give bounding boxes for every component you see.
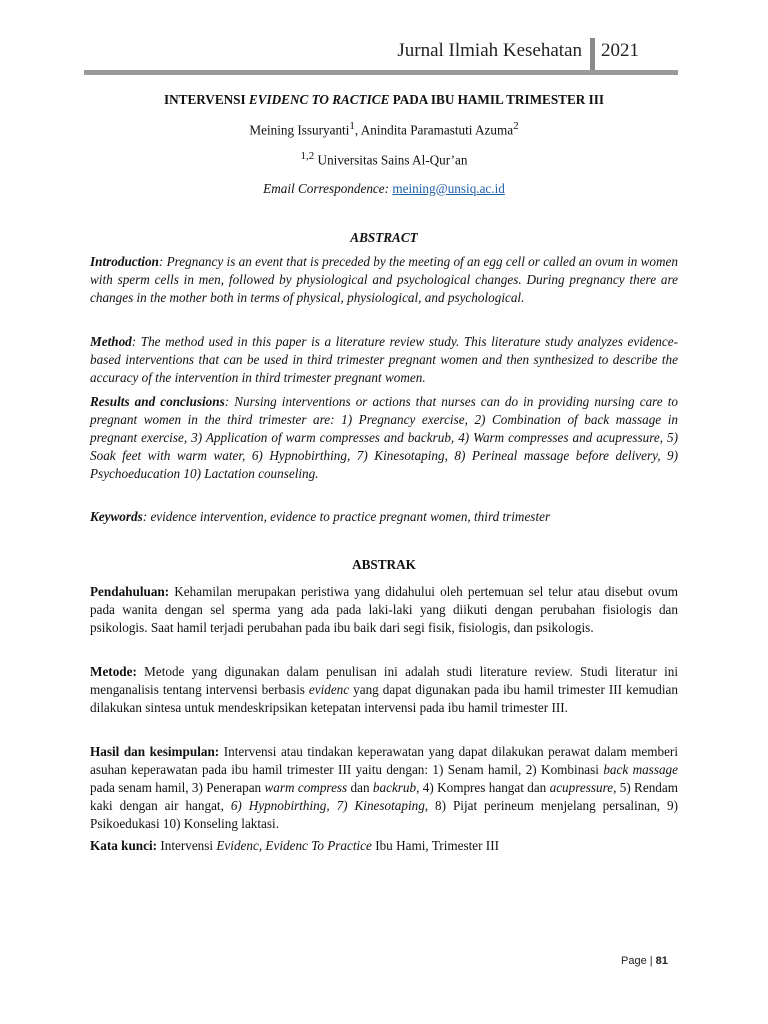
results-label: Results and conclusions	[90, 394, 225, 409]
header-rule	[84, 70, 678, 75]
paper-title	[90, 92, 678, 108]
abstract-heading: ABSTRACT	[350, 230, 418, 245]
title-part-3: PADA IBU HAMIL TRIMESTER III	[389, 92, 604, 107]
hasil-text-5: 5) Rendam kaki dengan air hangat,	[90, 780, 678, 814]
author-1: Meining Issuryanti	[249, 122, 350, 138]
met-text-2: yang dapat digunakan pada ibu hamil trimester III kemudian dilakukan sintesa untuk mendeskripsikan ketepatan intervensi pada ibu hamil trimester III.	[90, 682, 679, 716]
title-part-1: INTERVENSI	[164, 92, 249, 107]
kata-text-2: Ibu Hami, Trimester III	[371, 838, 499, 853]
abstract-results	[90, 393, 678, 483]
author-sep: ,	[354, 122, 361, 138]
author-2-sup: 2	[513, 120, 519, 132]
abstrak-heading: ABSTRAK	[352, 557, 416, 572]
pend-label: Pendahuluan:	[90, 584, 170, 599]
abstrak-hasil	[90, 743, 678, 833]
kata-text-1: Intervensi	[157, 838, 217, 853]
email-colon: :	[384, 181, 393, 196]
author-1-sup: 1	[349, 120, 355, 132]
intro-text: : Pregnancy is an event that is preceded by the meeting of an egg cell or called an ovum in women with sperm cells in men, followed by physiological and psychological changes. During pregnancy there are changes in the mother both in terms of physical, physiological, and psychological.	[90, 254, 678, 306]
page-number: 81	[655, 955, 668, 967]
kata-label: Kata kunci:	[90, 838, 158, 853]
hasil-italic-5: 6) Hypnobirthing, 7) Kinesotaping	[230, 798, 425, 814]
hasil-text-1: Intervensi atau tindakan keperawatan yang dapat dilakukan perawat dalam memberi asuhan keperawatan pada ibu hamil trimester III yaitu dengan: 1) Senam hamil, 2) Kombinasi	[90, 744, 678, 778]
met-italic: evidenc	[308, 682, 350, 698]
hasil-italic-1: back massage	[603, 762, 678, 778]
affiliation-sup: 1,2	[300, 150, 315, 162]
intro-label: Introduction	[90, 254, 159, 269]
page-footer	[621, 955, 668, 967]
hasil-text-3: dan	[347, 780, 373, 796]
abstrak-pendahuluan	[90, 583, 678, 637]
title-part-2: EVIDENC TO RACTICE	[248, 92, 390, 107]
method-text: : The method used in this paper is a literature review study. This literature study analyzes evidence-based interventions that can be used in third trimester pregnant women and then synthesized to describe the accuracy of the intervention in third trimester pregnant women.	[90, 334, 678, 386]
journal-year: 2021	[601, 40, 639, 61]
email-link[interactable]: meining@unsiq.ac.id	[392, 181, 505, 196]
email-label: Email Correspondence	[263, 181, 385, 196]
met-label: Metode:	[90, 664, 137, 679]
kata-italic: Evidenc, Evidenc To Practice	[216, 838, 372, 853]
page-label: Page |	[621, 955, 656, 967]
met-text-1: Metode yang digunakan dalam penulisan ini adalah studi literature review. Studi literatur ini menganalisis tentang intervensi berbasis	[90, 664, 678, 698]
keywords-label: Keywords	[90, 509, 143, 524]
hasil-italic-2: warm compress	[264, 780, 348, 796]
running-header	[0, 38, 768, 78]
abstrak-metode	[90, 663, 678, 717]
results-text: : Nursing interventions or actions that nurses can do in providing nursing care to pregnant women in the third trimester are: 1) Pregnancy exercise, 2) Combination of back massage in pregnant exercise, 3) Application of warm compresses and backrub, 4) Warm compresses and acupressure, 5) Soak feet with warm water, 6) Hypnobirthing, 7) Kinesotaping, 8) Perineal massage before delivery, 9) Psychoeducation 10) Lactation counseling.	[90, 394, 678, 482]
pend-text: Kehamilan merupakan peristiwa yang didahului oleh pertemuan sel telur atau disebut ovum pada wanita dengan sel sperma yang ada pada laki-laki yang diikuti dengan perubahan fisiologis dan psikologis. Saat hamil terjadi perubahan pada ibu baik dari segi fisik, fisiologis, dan psikologis.	[90, 584, 678, 636]
hasil-label: Hasil dan kesimpulan:	[90, 744, 220, 759]
hasil-italic-3: backrub	[372, 780, 417, 796]
author-2: Anindita Paramastuti Azuma	[360, 122, 514, 138]
hasil-text-6: , 8) Pijat perineum menjelang persalinan, 9) Psikoedukasi 10) Konseling laktasi.	[90, 798, 678, 832]
hasil-text-2: pada senam hamil, 3) Penerapan	[90, 780, 265, 796]
hasil-italic-4: acupressure,	[549, 780, 617, 796]
abstract-introduction	[90, 253, 678, 307]
keywords-text: : evidence intervention, evidence to practice pregnant women, third trimester	[142, 509, 551, 524]
journal-name: Jurnal Ilmiah Kesehatan	[397, 40, 582, 61]
abstract-keywords	[90, 508, 678, 526]
header-divider	[590, 38, 595, 72]
email-correspondence	[90, 181, 678, 197]
affiliation	[90, 150, 678, 168]
abstrak-kata-kunci	[90, 837, 678, 855]
hasil-text-4: , 4) Kompres hangat dan	[416, 780, 550, 796]
authors	[90, 120, 678, 138]
method-label: Method	[90, 334, 132, 349]
abstract-method	[90, 333, 678, 387]
affiliation-name: Universitas Sains Al-Qur’an	[314, 152, 468, 168]
